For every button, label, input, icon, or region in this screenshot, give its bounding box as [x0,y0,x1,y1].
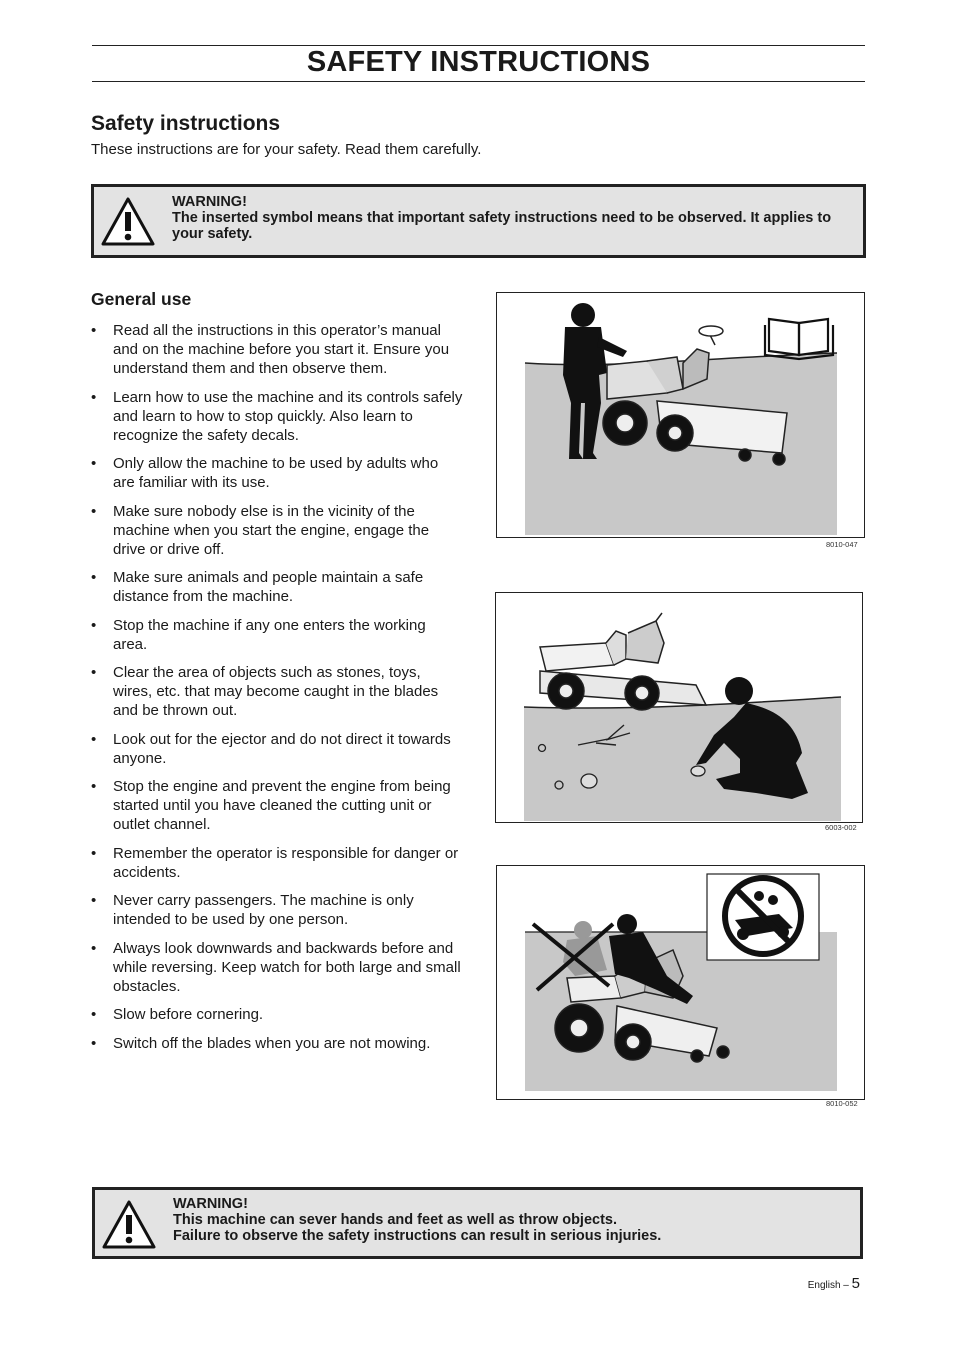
clear-area-illustration-icon [496,593,862,822]
header-bottom-rule [92,81,865,82]
warning-label: WARNING! [173,1196,248,1212]
section-title: Safety instructions [91,112,281,135]
list-item: • Stop the machine if any one enters the working area. [91,616,463,654]
figure-read-manual [496,292,865,538]
general-use-heading: General use [91,289,192,309]
warning-line-1: This machine can sever hands and feet as well as throw objects. [173,1212,618,1228]
page-number: 5 [851,1275,860,1292]
warning-label: WARNING! [172,194,247,210]
list-item: • Never carry passengers. The machine is only intended to be used by one person. [91,891,463,929]
list-item: • Clear the area of objects such as stones, toys, wires, etc. that may become caught in the blades and be thrown out. [91,663,463,720]
list-item: • Switch off the blades when you are not mowing. [91,1034,463,1053]
list-item: • Slow before cornering. [91,1005,463,1024]
list-item: • Remember the operator is responsible for danger or accidents. [91,844,463,882]
general-use-list [91,321,463,1062]
figure-no-passengers [496,865,865,1100]
no-passengers-illustration-icon [497,866,864,1099]
list-item: • Always look downwards and backwards before and while reversing. Keep watch for both large and small obstacles. [91,939,463,996]
figure-code: 6003-002 [825,823,857,832]
warning-triangle-icon [100,196,156,248]
warning-line-2: Failure to observe the safety instructions can result in serious injuries. [173,1228,662,1244]
list-item: • Only allow the machine to be used by adults who are familiar with its use. [91,454,463,492]
figure-clear-area [495,592,863,823]
intro-text: These instructions are for your safety. Read them carefully. [91,141,482,158]
list-item: • Stop the engine and prevent the engine from being started until you have cleaned the cutting unit or outlet channel. [91,777,463,834]
warning-text: The inserted symbol means that important safety instructions need to be observed. It applies to your safety. [172,210,832,242]
footer-language: English – [807,1280,849,1291]
list-item: • Make sure nobody else is in the vicinity of the machine when you start the engine, engage the drive or drive off. [91,502,463,559]
list-item: • Look out for the ejector and do not direct it towards anyone. [91,730,463,768]
list-item: • Learn how to use the machine and its controls safely and learn to how to stop quickly. Also learn to recognize the safety decals. [91,388,463,445]
list-item: • Read all the instructions in this operator’s manual and on the machine before you start it. Ensure you understand them and then observe them. [91,321,463,378]
warning-box-bottom [92,1187,863,1259]
warning-box-top [91,184,866,258]
list-item: • Make sure animals and people maintain a safe distance from the machine. [91,568,463,606]
page-footer [808,1275,860,1292]
warning-triangle-icon [101,1199,157,1251]
figure-code: 8010-047 [826,540,858,549]
figure-code: 8010-052 [826,1099,858,1108]
page-title: SAFETY INSTRUCTIONS [306,46,651,78]
read-manual-illustration-icon [497,293,864,537]
